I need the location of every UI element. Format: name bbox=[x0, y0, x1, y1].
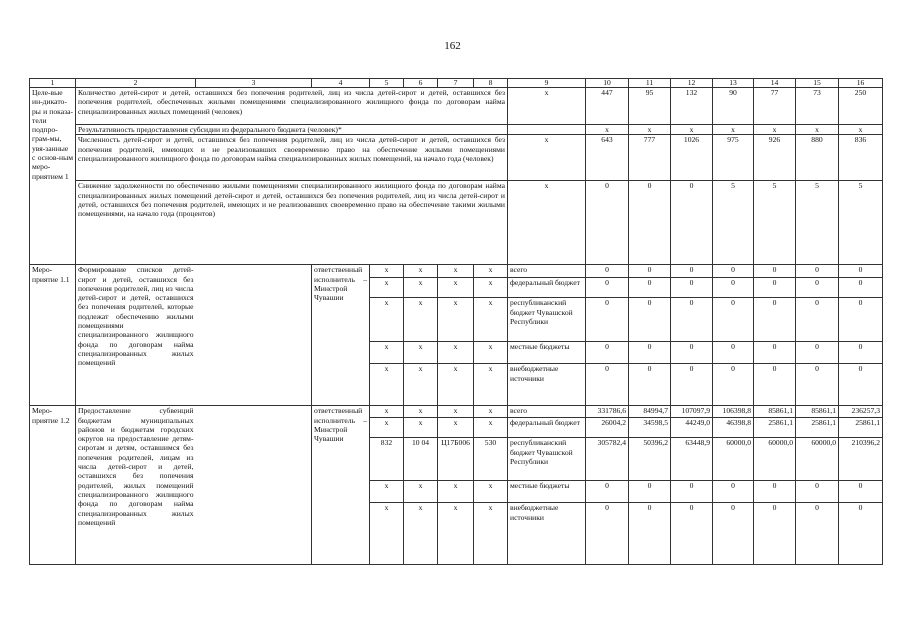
target-text: Количество детей-сирот и детей, оставшихся без попечения родителей, лиц из числа детей-сирот и детей, оставшихся без попечения родителей, обеспеченных жилыми помещениями специализированного жилищного фонда по договорам найма специализированных жилых помещений (человек) bbox=[76, 88, 508, 125]
header-cell: 11 bbox=[629, 79, 671, 88]
funding-source: всего bbox=[508, 265, 586, 278]
header-cell: 8 bbox=[474, 79, 508, 88]
funding-value: 0 bbox=[671, 265, 713, 278]
header-cell: 15 bbox=[796, 79, 839, 88]
header-cell: 10 bbox=[586, 79, 629, 88]
target-value: 5 bbox=[754, 181, 796, 265]
measure-empty-cell bbox=[196, 265, 312, 406]
target-value: 926 bbox=[754, 135, 796, 181]
funding-source: республиканский бюджет Чувашской Республики bbox=[508, 438, 586, 481]
funding-source: местные бюджеты bbox=[508, 481, 586, 503]
funding-value: 0 bbox=[839, 278, 883, 298]
funding-value: 60000,0 bbox=[796, 438, 839, 481]
target-value: 1026 bbox=[671, 135, 713, 181]
header-cell: 12 bbox=[671, 79, 713, 88]
target-text: Снижение задолженности по обеспечению жилыми помещениями специализированного жилищного фонда по договорам найма специализированных жилых помещений детей-сирот и детей, оставшихся без попечения родителей, лиц из числа детей-сирот и детей, оставшихся без попечения родителей, имеющих и не реализовавших своевременно право на обеспечение такими жилыми помещениями, на начало года (процентов) bbox=[76, 181, 508, 265]
code-cell: x bbox=[438, 503, 474, 565]
code-cell: x bbox=[404, 481, 438, 503]
funding-value: 0 bbox=[671, 342, 713, 364]
code-cell: 832 bbox=[370, 438, 404, 481]
funding-value: 0 bbox=[796, 364, 839, 406]
target-value: x bbox=[629, 125, 671, 135]
target-value: x bbox=[586, 125, 629, 135]
funding-value: 46398,8 bbox=[713, 418, 754, 438]
target-value: 5 bbox=[713, 181, 754, 265]
code-cell: x bbox=[474, 503, 508, 565]
funding-value: 0 bbox=[754, 265, 796, 278]
funding-value: 0 bbox=[713, 364, 754, 406]
code-cell: x bbox=[438, 481, 474, 503]
funding-value: 0 bbox=[839, 265, 883, 278]
target-row bbox=[30, 125, 883, 135]
funding-source: федеральный бюджет bbox=[508, 278, 586, 298]
page-number: 162 bbox=[444, 40, 461, 52]
code-cell: x bbox=[370, 481, 404, 503]
code-cell: x bbox=[404, 364, 438, 406]
target-c9: x bbox=[508, 181, 586, 265]
code-cell: x bbox=[404, 418, 438, 438]
funding-value: 0 bbox=[629, 481, 671, 503]
code-cell: x bbox=[404, 265, 438, 278]
funding-value: 25861,1 bbox=[796, 418, 839, 438]
measure-row bbox=[30, 406, 883, 418]
target-value: 777 bbox=[629, 135, 671, 181]
funding-value: 44249,0 bbox=[671, 418, 713, 438]
code-cell: Ц17Б006 bbox=[438, 438, 474, 481]
target-value: 95 bbox=[629, 88, 671, 125]
target-value: 880 bbox=[796, 135, 839, 181]
target-value: 0 bbox=[629, 181, 671, 265]
target-value: 250 bbox=[839, 88, 883, 125]
funding-source: внебюджетные источники bbox=[508, 503, 586, 565]
funding-value: 0 bbox=[629, 265, 671, 278]
funding-value: 0 bbox=[586, 364, 629, 406]
target-value: 0 bbox=[671, 181, 713, 265]
code-cell: x bbox=[370, 298, 404, 342]
measure-label: Меро-приятие 1.1 bbox=[30, 265, 76, 406]
target-value: 643 bbox=[586, 135, 629, 181]
target-value: x bbox=[839, 125, 883, 135]
header-cell: 4 bbox=[312, 79, 370, 88]
target-value: 5 bbox=[796, 181, 839, 265]
target-text: Результативность предоставления субсидии из федерального бюджета (человек)* bbox=[76, 125, 508, 135]
target-value: 90 bbox=[713, 88, 754, 125]
code-cell: x bbox=[370, 406, 404, 418]
funding-value: 0 bbox=[839, 503, 883, 565]
program-table bbox=[29, 78, 883, 565]
code-cell: 10 04 bbox=[404, 438, 438, 481]
funding-value: 34598,5 bbox=[629, 418, 671, 438]
funding-value: 0 bbox=[754, 298, 796, 342]
code-cell: x bbox=[438, 278, 474, 298]
target-value: x bbox=[796, 125, 839, 135]
code-cell: x bbox=[370, 503, 404, 565]
funding-value: 0 bbox=[671, 481, 713, 503]
funding-value: 107097,9 bbox=[671, 406, 713, 418]
target-row bbox=[30, 135, 883, 181]
funding-value: 0 bbox=[796, 503, 839, 565]
code-cell: x bbox=[438, 298, 474, 342]
funding-value: 85861,1 bbox=[754, 406, 796, 418]
code-cell: x bbox=[474, 406, 508, 418]
header-cell: 5 bbox=[370, 79, 404, 88]
measure-description: Предоставление субвенций бюджетам муниципальных районов и бюджетам городских округов на предоставление детям-сиротам и детям, оставшимся без попечения родителей, лицам из числа детей-сирот и детей, оставшихся без попечения родителей, жилых помещений специализированного жилищного фонда по договорам найма специализированных жилых помещений bbox=[76, 406, 196, 565]
target-c9 bbox=[508, 125, 586, 135]
funding-value: 331786,6 bbox=[586, 406, 629, 418]
code-cell: x bbox=[438, 265, 474, 278]
measure-label: Меро-приятие 1.2 bbox=[30, 406, 76, 565]
funding-value: 0 bbox=[713, 298, 754, 342]
funding-value: 0 bbox=[713, 278, 754, 298]
code-cell: x bbox=[474, 364, 508, 406]
code-cell: x bbox=[438, 364, 474, 406]
funding-value: 85861,1 bbox=[796, 406, 839, 418]
funding-value: 0 bbox=[671, 278, 713, 298]
funding-value: 26004,2 bbox=[586, 418, 629, 438]
funding-value: 0 bbox=[629, 342, 671, 364]
target-value: x bbox=[671, 125, 713, 135]
funding-value: 0 bbox=[796, 481, 839, 503]
code-cell: x bbox=[438, 342, 474, 364]
funding-value: 0 bbox=[586, 278, 629, 298]
header-cell: 3 bbox=[196, 79, 312, 88]
funding-value: 0 bbox=[796, 342, 839, 364]
funding-value: 0 bbox=[754, 364, 796, 406]
header-row bbox=[30, 79, 883, 88]
funding-value: 210396,2 bbox=[839, 438, 883, 481]
funding-value: 84994,7 bbox=[629, 406, 671, 418]
target-row bbox=[30, 88, 883, 125]
code-cell: x bbox=[370, 278, 404, 298]
funding-value: 60000,0 bbox=[754, 438, 796, 481]
funding-source: внебюджетные источники bbox=[508, 364, 586, 406]
funding-value: 305782,4 bbox=[586, 438, 629, 481]
targets-label: Целе-вые ин-дикато-ры и показа-тели подпро-грам-мы, увя-занные с основ-ным меро-приятием 1 bbox=[30, 88, 76, 265]
funding-value: 0 bbox=[629, 364, 671, 406]
funding-value: 0 bbox=[796, 278, 839, 298]
funding-value: 0 bbox=[796, 298, 839, 342]
funding-source: всего bbox=[508, 406, 586, 418]
code-cell: x bbox=[474, 481, 508, 503]
funding-value: 236257,3 bbox=[839, 406, 883, 418]
funding-source: федеральный бюджет bbox=[508, 418, 586, 438]
funding-value: 0 bbox=[586, 342, 629, 364]
header-cell: 7 bbox=[438, 79, 474, 88]
funding-value: 0 bbox=[796, 265, 839, 278]
code-cell: x bbox=[474, 278, 508, 298]
code-cell: x bbox=[404, 278, 438, 298]
target-c9: x bbox=[508, 135, 586, 181]
funding-value: 0 bbox=[839, 481, 883, 503]
funding-value: 0 bbox=[754, 481, 796, 503]
funding-value: 50396,2 bbox=[629, 438, 671, 481]
code-cell: x bbox=[474, 298, 508, 342]
code-cell: x bbox=[474, 342, 508, 364]
funding-value: 106398,8 bbox=[713, 406, 754, 418]
target-value: 836 bbox=[839, 135, 883, 181]
funding-value: 0 bbox=[713, 503, 754, 565]
code-cell: x bbox=[404, 503, 438, 565]
funding-value: 0 bbox=[586, 298, 629, 342]
header-cell: 2 bbox=[76, 79, 196, 88]
target-value: 77 bbox=[754, 88, 796, 125]
header-cell: 6 bbox=[404, 79, 438, 88]
code-cell: x bbox=[474, 418, 508, 438]
funding-value: 0 bbox=[713, 265, 754, 278]
target-value: 73 bbox=[796, 88, 839, 125]
funding-value: 0 bbox=[713, 481, 754, 503]
funding-value: 25861,1 bbox=[754, 418, 796, 438]
funding-value: 0 bbox=[754, 278, 796, 298]
target-c9: x bbox=[508, 88, 586, 125]
funding-value: 0 bbox=[629, 298, 671, 342]
code-cell: x bbox=[404, 406, 438, 418]
code-cell: x bbox=[370, 418, 404, 438]
funding-value: 0 bbox=[839, 298, 883, 342]
funding-value: 0 bbox=[586, 481, 629, 503]
funding-value: 0 bbox=[839, 364, 883, 406]
target-value: x bbox=[754, 125, 796, 135]
funding-value: 0 bbox=[754, 342, 796, 364]
header-cell: 13 bbox=[713, 79, 754, 88]
code-cell: x bbox=[438, 418, 474, 438]
funding-value: 0 bbox=[754, 503, 796, 565]
header-cell: 14 bbox=[754, 79, 796, 88]
code-cell: x bbox=[404, 298, 438, 342]
funding-value: 0 bbox=[586, 503, 629, 565]
measure-responsible: ответственный исполнитель – Минстрой Чувашии bbox=[312, 265, 370, 406]
funding-value: 60000,0 bbox=[713, 438, 754, 481]
funding-value: 25861,1 bbox=[839, 418, 883, 438]
target-value: 975 bbox=[713, 135, 754, 181]
code-cell: x bbox=[370, 342, 404, 364]
target-text: Численность детей-сирот и детей, оставшихся без попечения родителей, лиц из числа детей-сирот и детей, оставшихся без попечения родителей, имеющих и не реализовавших своевременно право на обеспечение жилыми помещениями специализированного жилищного фонда по договорам найма специализированных жилых помещений, на начало года (человек) bbox=[76, 135, 508, 181]
measure-row bbox=[30, 265, 883, 278]
code-cell: 530 bbox=[474, 438, 508, 481]
header-cell: 1 bbox=[30, 79, 76, 88]
code-cell: x bbox=[438, 406, 474, 418]
target-row bbox=[30, 181, 883, 265]
funding-value: 0 bbox=[671, 503, 713, 565]
target-value: x bbox=[713, 125, 754, 135]
code-cell: x bbox=[404, 342, 438, 364]
header-cell: 16 bbox=[839, 79, 883, 88]
funding-source: республиканский бюджет Чувашской Республики bbox=[508, 298, 586, 342]
measure-description: Формирование списков детей-сирот и детей, оставшихся без попечения родителей, лиц из числа детей-сирот и детей, оставшихся без попечения родителей, которые подлежат обеспечению жилыми помещениями специализированного жилищного фонда по договорам найма специализированных жилых помещений bbox=[76, 265, 196, 406]
funding-value: 0 bbox=[839, 342, 883, 364]
funding-value: 0 bbox=[713, 342, 754, 364]
target-value: 5 bbox=[839, 181, 883, 265]
code-cell: x bbox=[370, 364, 404, 406]
code-cell: x bbox=[474, 265, 508, 278]
header-cell: 9 bbox=[508, 79, 586, 88]
target-value: 0 bbox=[586, 181, 629, 265]
target-value: 447 bbox=[586, 88, 629, 125]
funding-value: 0 bbox=[629, 278, 671, 298]
target-value: 132 bbox=[671, 88, 713, 125]
code-cell: x bbox=[370, 265, 404, 278]
funding-source: местные бюджеты bbox=[508, 342, 586, 364]
funding-value: 0 bbox=[586, 265, 629, 278]
measure-responsible: ответственный исполнитель – Минстрой Чувашии bbox=[312, 406, 370, 565]
funding-value: 0 bbox=[671, 298, 713, 342]
funding-value: 0 bbox=[671, 364, 713, 406]
measure-empty-cell bbox=[196, 406, 312, 565]
funding-value: 0 bbox=[629, 503, 671, 565]
funding-value: 63448,9 bbox=[671, 438, 713, 481]
